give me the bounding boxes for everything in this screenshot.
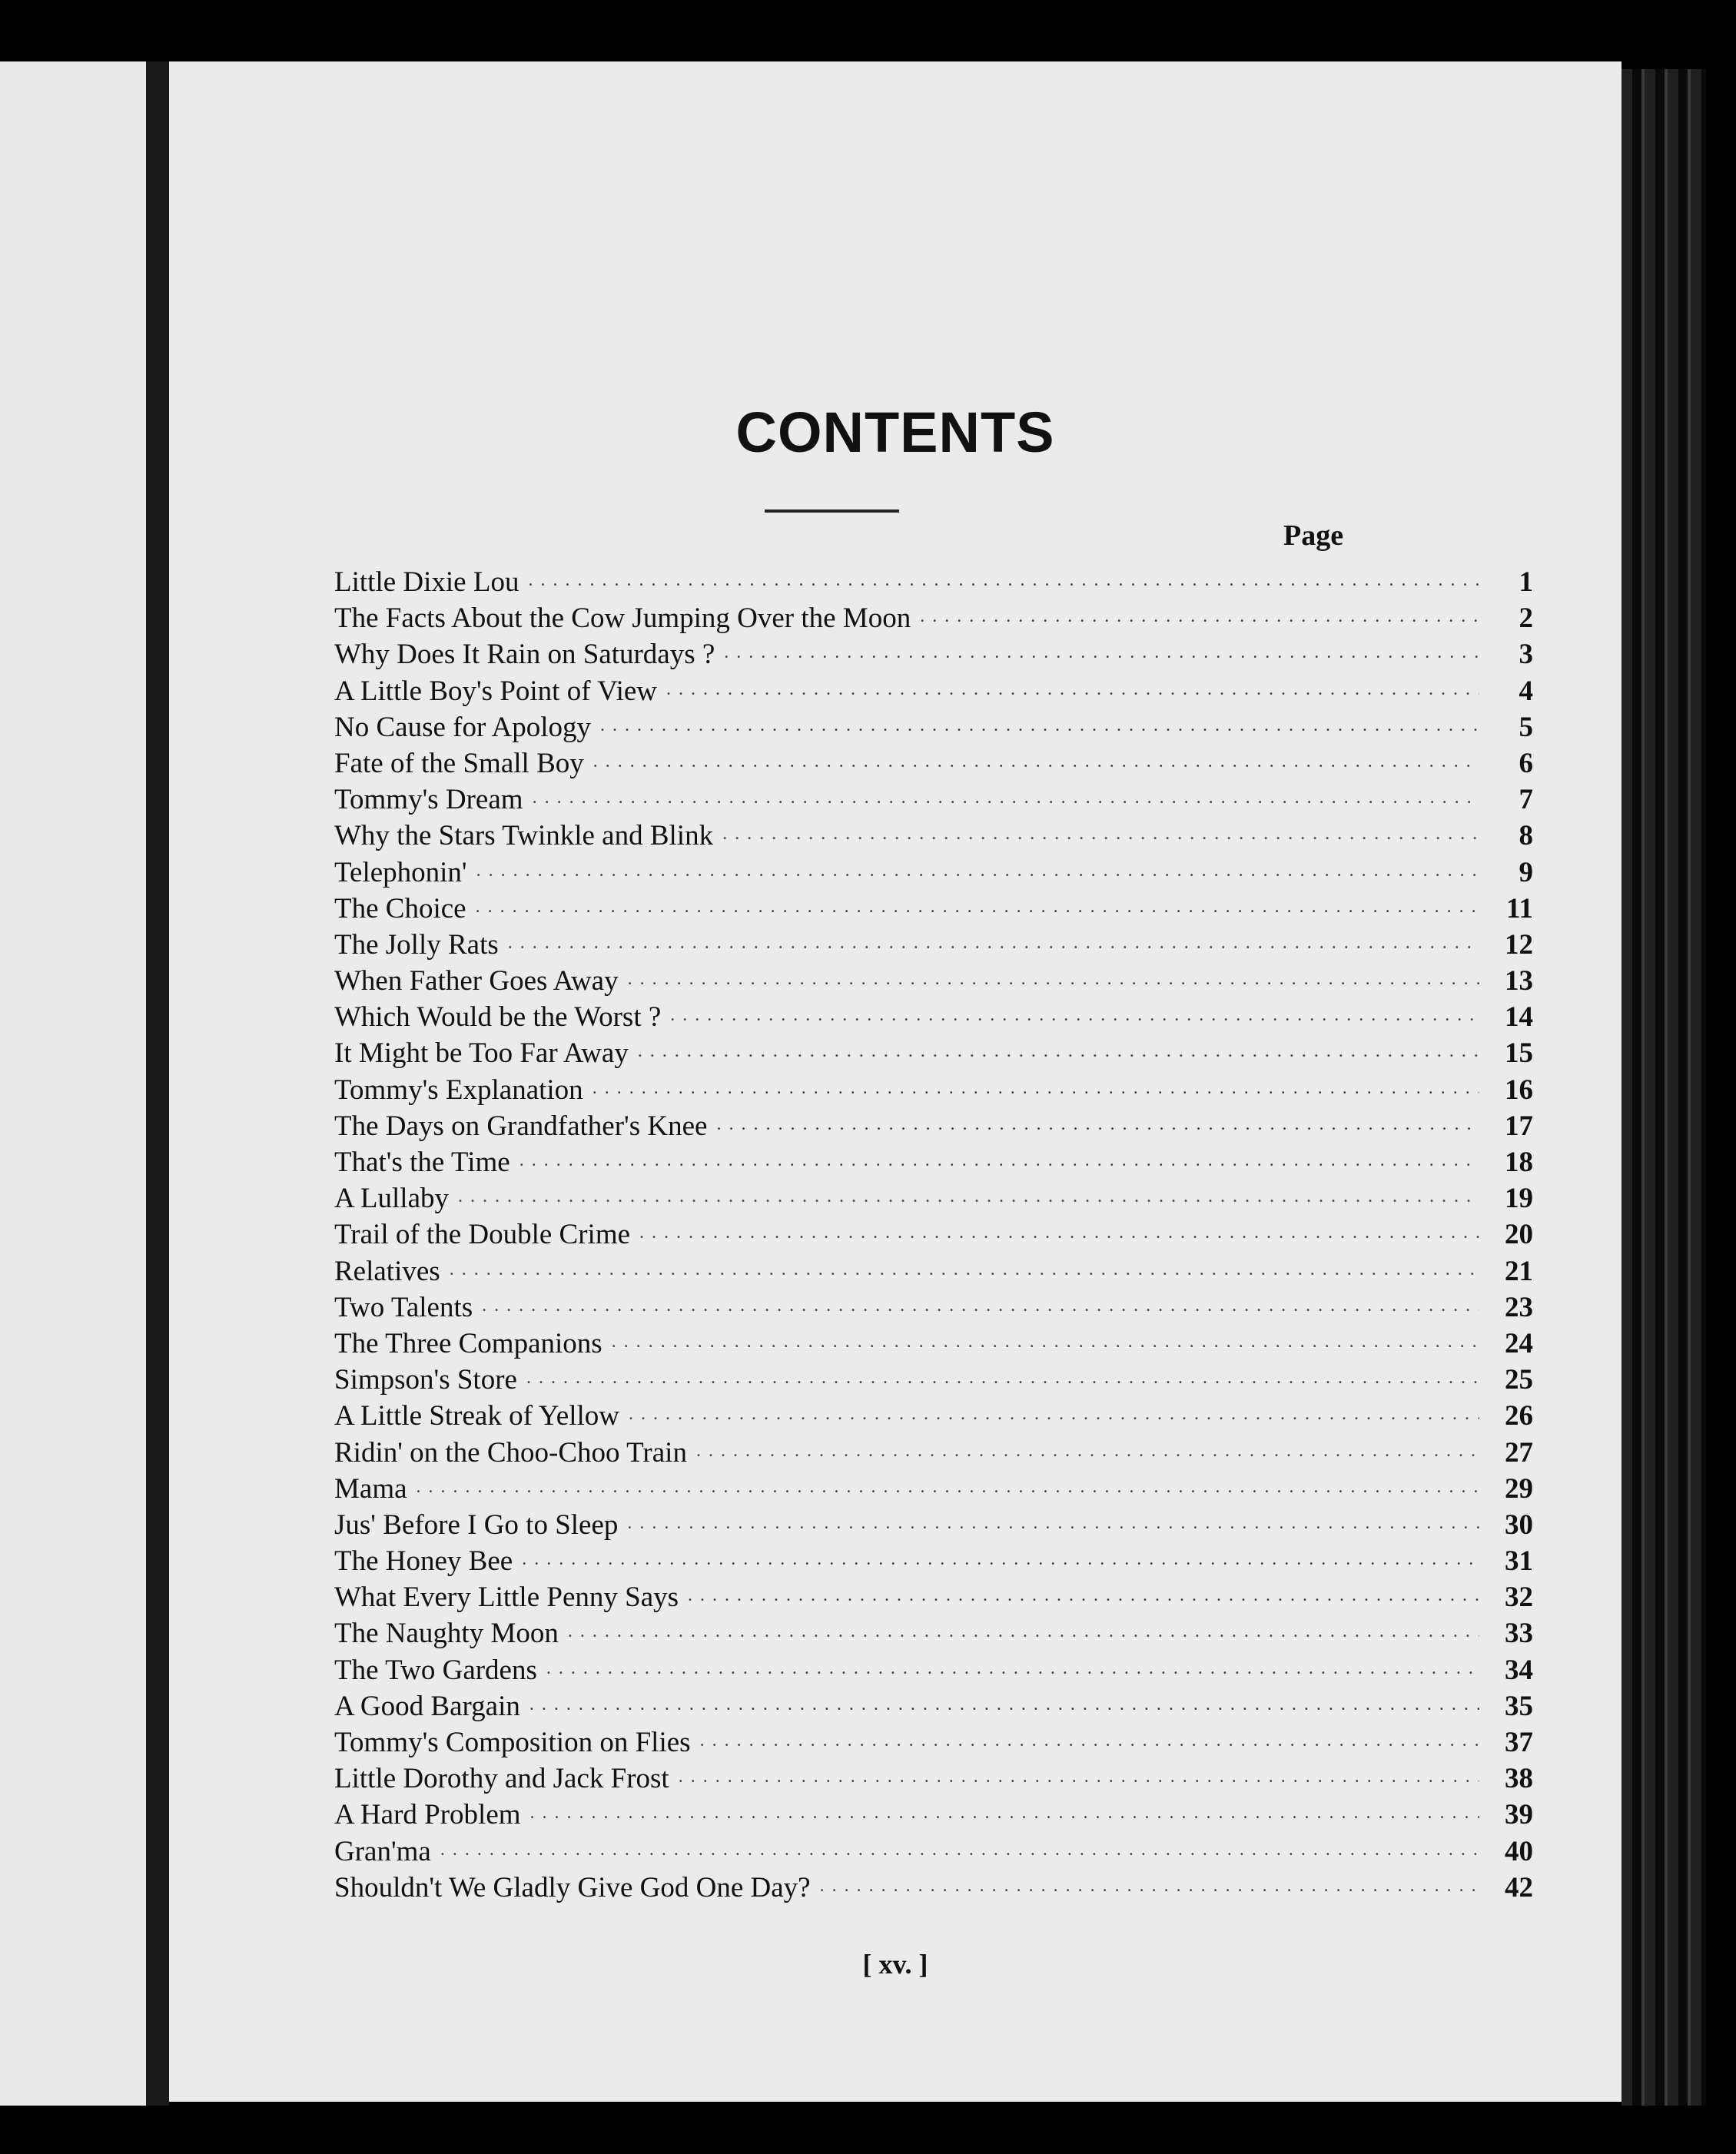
toc-entry-title: Why Does It Rain on Saturdays ?	[334, 639, 715, 671]
page-title: CONTENTS	[735, 400, 1055, 464]
toc-entry-title: The Two Gardens	[334, 1654, 537, 1686]
toc-entry	[334, 816, 1533, 852]
toc-entry-title: What Every Little Penny Says	[334, 1581, 679, 1614]
dot-leader	[528, 563, 1479, 591]
toc-entry-page: 23	[1505, 1291, 1533, 1323]
dot-leader	[568, 1614, 1479, 1642]
toc-entry-page: 3	[1519, 639, 1533, 671]
toc-entry-title: A Hard Problem	[334, 1799, 521, 1831]
toc-entry-page: 25	[1505, 1364, 1533, 1396]
toc-entry	[334, 672, 1533, 708]
toc-entry-title: The Honey Bee	[334, 1545, 513, 1578]
toc-entry-title: Relatives	[334, 1255, 440, 1287]
dot-leader	[508, 925, 1479, 954]
toc-entry-title: When Father Goes Away	[334, 965, 619, 997]
toc-entry	[334, 1252, 1533, 1288]
toc-entry-page: 7	[1519, 784, 1533, 816]
toc-entry-title: Tommy's Explanation	[334, 1074, 583, 1106]
toc-entry	[334, 1107, 1533, 1143]
toc-entry-page: 19	[1505, 1183, 1533, 1215]
toc-entry-title: Jus' Before I Go to Sleep	[334, 1508, 619, 1541]
toc-entry	[334, 1179, 1533, 1215]
toc-entry	[334, 1070, 1533, 1107]
toc-entry-page: 21	[1505, 1255, 1533, 1287]
toc-entry-page: 11	[1506, 892, 1533, 924]
toc-entry-page: 26	[1505, 1400, 1533, 1432]
toc-entry-page: 37	[1505, 1727, 1533, 1758]
dot-leader	[476, 889, 1479, 918]
toc-entry	[334, 1360, 1533, 1396]
toc-entry-page: 18	[1505, 1147, 1533, 1178]
toc-entry-title: That's the Time	[334, 1147, 510, 1178]
dot-leader	[600, 708, 1479, 736]
toc-entry-page: 31	[1505, 1545, 1533, 1578]
toc-entry-title: A Good Bargain	[334, 1690, 520, 1722]
toc-entry-page: 33	[1505, 1618, 1533, 1650]
dot-leader	[546, 1651, 1479, 1679]
toc-entry-title: The Three Companions	[334, 1327, 602, 1359]
dot-leader	[612, 1324, 1479, 1352]
toc-entry-title: Mama	[334, 1472, 407, 1505]
dot-leader	[592, 1070, 1479, 1099]
title-rule	[765, 509, 899, 513]
dot-leader	[666, 672, 1479, 700]
toc-entry	[334, 635, 1533, 671]
dot-leader	[679, 1759, 1479, 1787]
toc-entry-title: A Little Boy's Point of View	[334, 675, 658, 707]
toc-entry-title: Ridin' on the Choo-Choo Train	[334, 1436, 687, 1469]
toc-entry	[334, 1034, 1533, 1070]
toc-entry-page: 5	[1519, 711, 1533, 743]
toc-entry-title: The Days on Grandfather's Knee	[334, 1110, 708, 1142]
toc-entry-page: 24	[1505, 1327, 1533, 1359]
toc-entry	[334, 1868, 1533, 1904]
toc-entry	[334, 744, 1533, 780]
toc-entry-page: 32	[1505, 1581, 1533, 1614]
toc-entry-title: Tommy's Dream	[334, 784, 523, 816]
toc-entry-page: 20	[1505, 1219, 1533, 1251]
dot-leader	[820, 1868, 1479, 1897]
toc-entry	[334, 1651, 1533, 1687]
toc-entry-title: Which Would be the Worst ?	[334, 1001, 662, 1034]
dot-leader	[519, 1143, 1479, 1171]
toc-entry	[334, 1832, 1533, 1868]
dot-leader	[920, 599, 1479, 627]
toc-entry	[334, 1324, 1533, 1360]
toc-entry-title: Shouldn't We Gladly Give God One Day?	[334, 1871, 811, 1903]
toc-entry	[334, 1288, 1533, 1324]
toc-entry	[334, 708, 1533, 744]
toc-entry	[334, 961, 1533, 997]
toc-entry	[334, 1759, 1533, 1795]
toc-entry-title: Tommy's Composition on Flies	[334, 1727, 691, 1758]
toc-entry-page: 39	[1505, 1799, 1533, 1831]
dot-leader	[593, 744, 1479, 772]
toc-entry	[334, 1469, 1533, 1505]
dot-leader	[724, 635, 1479, 663]
toc-entry-page: 30	[1505, 1508, 1533, 1541]
toc-entry-page: 13	[1505, 965, 1533, 997]
toc-entry	[334, 563, 1533, 599]
toc-entry	[334, 889, 1533, 925]
toc-entry-page: 9	[1519, 856, 1533, 888]
toc-entry	[334, 1396, 1533, 1432]
dot-leader	[629, 1396, 1479, 1425]
dot-leader	[458, 1179, 1479, 1207]
toc-entry-page: 16	[1505, 1074, 1533, 1106]
dot-leader	[529, 1687, 1479, 1715]
page-number: [ xv. ]	[862, 1949, 928, 1980]
toc-entry	[334, 1795, 1533, 1831]
contents-list	[334, 563, 1533, 1904]
book-gutter	[146, 61, 169, 2106]
toc-entry	[334, 1542, 1533, 1578]
contents-page	[169, 61, 1621, 2102]
dot-leader	[700, 1723, 1479, 1751]
toc-entry-page: 6	[1519, 747, 1533, 779]
dot-leader	[530, 1795, 1479, 1824]
toc-entry	[334, 599, 1533, 635]
toc-entry-page: 35	[1505, 1690, 1533, 1722]
toc-entry-title: Little Dixie Lou	[334, 566, 519, 598]
toc-entry-page: 34	[1505, 1654, 1533, 1686]
toc-entry	[334, 1614, 1533, 1650]
toc-entry-title: The Naughty Moon	[334, 1618, 559, 1650]
toc-entry-page: 14	[1505, 1001, 1533, 1034]
toc-entry	[334, 925, 1533, 961]
toc-entry-page: 17	[1505, 1110, 1533, 1142]
toc-entry-title: No Cause for Apology	[334, 711, 591, 743]
toc-entry-title: The Choice	[334, 892, 466, 924]
toc-entry-title: Fate of the Small Boy	[334, 747, 584, 779]
toc-entry-page: 29	[1505, 1472, 1533, 1505]
toc-entry-title: Little Dorothy and Jack Frost	[334, 1763, 669, 1795]
toc-entry	[334, 1433, 1533, 1469]
toc-entry-title: Trail of the Double Crime	[334, 1219, 631, 1251]
dot-leader	[696, 1433, 1479, 1462]
toc-entry-page: 1	[1519, 566, 1533, 598]
dot-leader	[639, 1215, 1479, 1243]
dot-leader	[450, 1252, 1479, 1280]
toc-entry-title: Two Talents	[334, 1291, 473, 1323]
toc-entry	[334, 1578, 1533, 1614]
toc-entry	[334, 1143, 1533, 1179]
toc-entry-title: Gran'ma	[334, 1835, 431, 1867]
toc-entry	[334, 1505, 1533, 1542]
dot-leader	[628, 961, 1479, 990]
dot-leader	[627, 1505, 1479, 1534]
toc-entry-page: 42	[1505, 1871, 1533, 1903]
toc-entry-title: Why the Stars Twinkle and Blink	[334, 820, 714, 852]
dot-leader	[716, 1107, 1479, 1135]
dot-leader	[526, 1360, 1479, 1389]
dot-leader	[440, 1832, 1479, 1860]
toc-entry	[334, 1687, 1533, 1723]
toc-entry-title: Simpson's Store	[334, 1364, 517, 1396]
dot-leader	[722, 816, 1479, 845]
toc-entry-title: The Facts About the Cow Jumping Over the Moon	[334, 602, 911, 635]
dot-leader	[638, 1034, 1479, 1062]
toc-entry-title: A Lullaby	[334, 1183, 450, 1215]
toc-entry	[334, 1723, 1533, 1759]
dot-leader	[482, 1288, 1479, 1316]
toc-entry-page: 38	[1505, 1763, 1533, 1795]
toc-entry	[334, 1215, 1533, 1251]
toc-entry-page: 12	[1505, 928, 1533, 961]
dot-leader	[417, 1469, 1479, 1498]
toc-entry	[334, 780, 1533, 816]
toc-entry-page: 8	[1519, 820, 1533, 852]
toc-entry	[334, 997, 1533, 1034]
dot-leader	[533, 780, 1479, 808]
toc-entry-page: 40	[1505, 1835, 1533, 1867]
dot-leader	[670, 997, 1479, 1026]
toc-entry-page: 15	[1505, 1037, 1533, 1070]
facing-page	[0, 61, 158, 2106]
toc-entry	[334, 853, 1533, 889]
toc-entry-title: Telephonin'	[334, 856, 467, 888]
toc-entry-title: It Might be Too Far Away	[334, 1037, 629, 1070]
dot-leader	[522, 1542, 1479, 1570]
dot-leader	[476, 853, 1479, 881]
toc-entry-page: 4	[1519, 675, 1533, 707]
toc-entry-page: 27	[1505, 1436, 1533, 1469]
dot-leader	[688, 1578, 1479, 1606]
page-column-label: Page	[1283, 519, 1344, 552]
toc-entry-title: The Jolly Rats	[334, 928, 499, 961]
toc-entry-title: A Little Streak of Yellow	[334, 1400, 620, 1432]
toc-entry-page: 2	[1519, 602, 1533, 635]
page-stack-edge	[1621, 69, 1706, 2106]
